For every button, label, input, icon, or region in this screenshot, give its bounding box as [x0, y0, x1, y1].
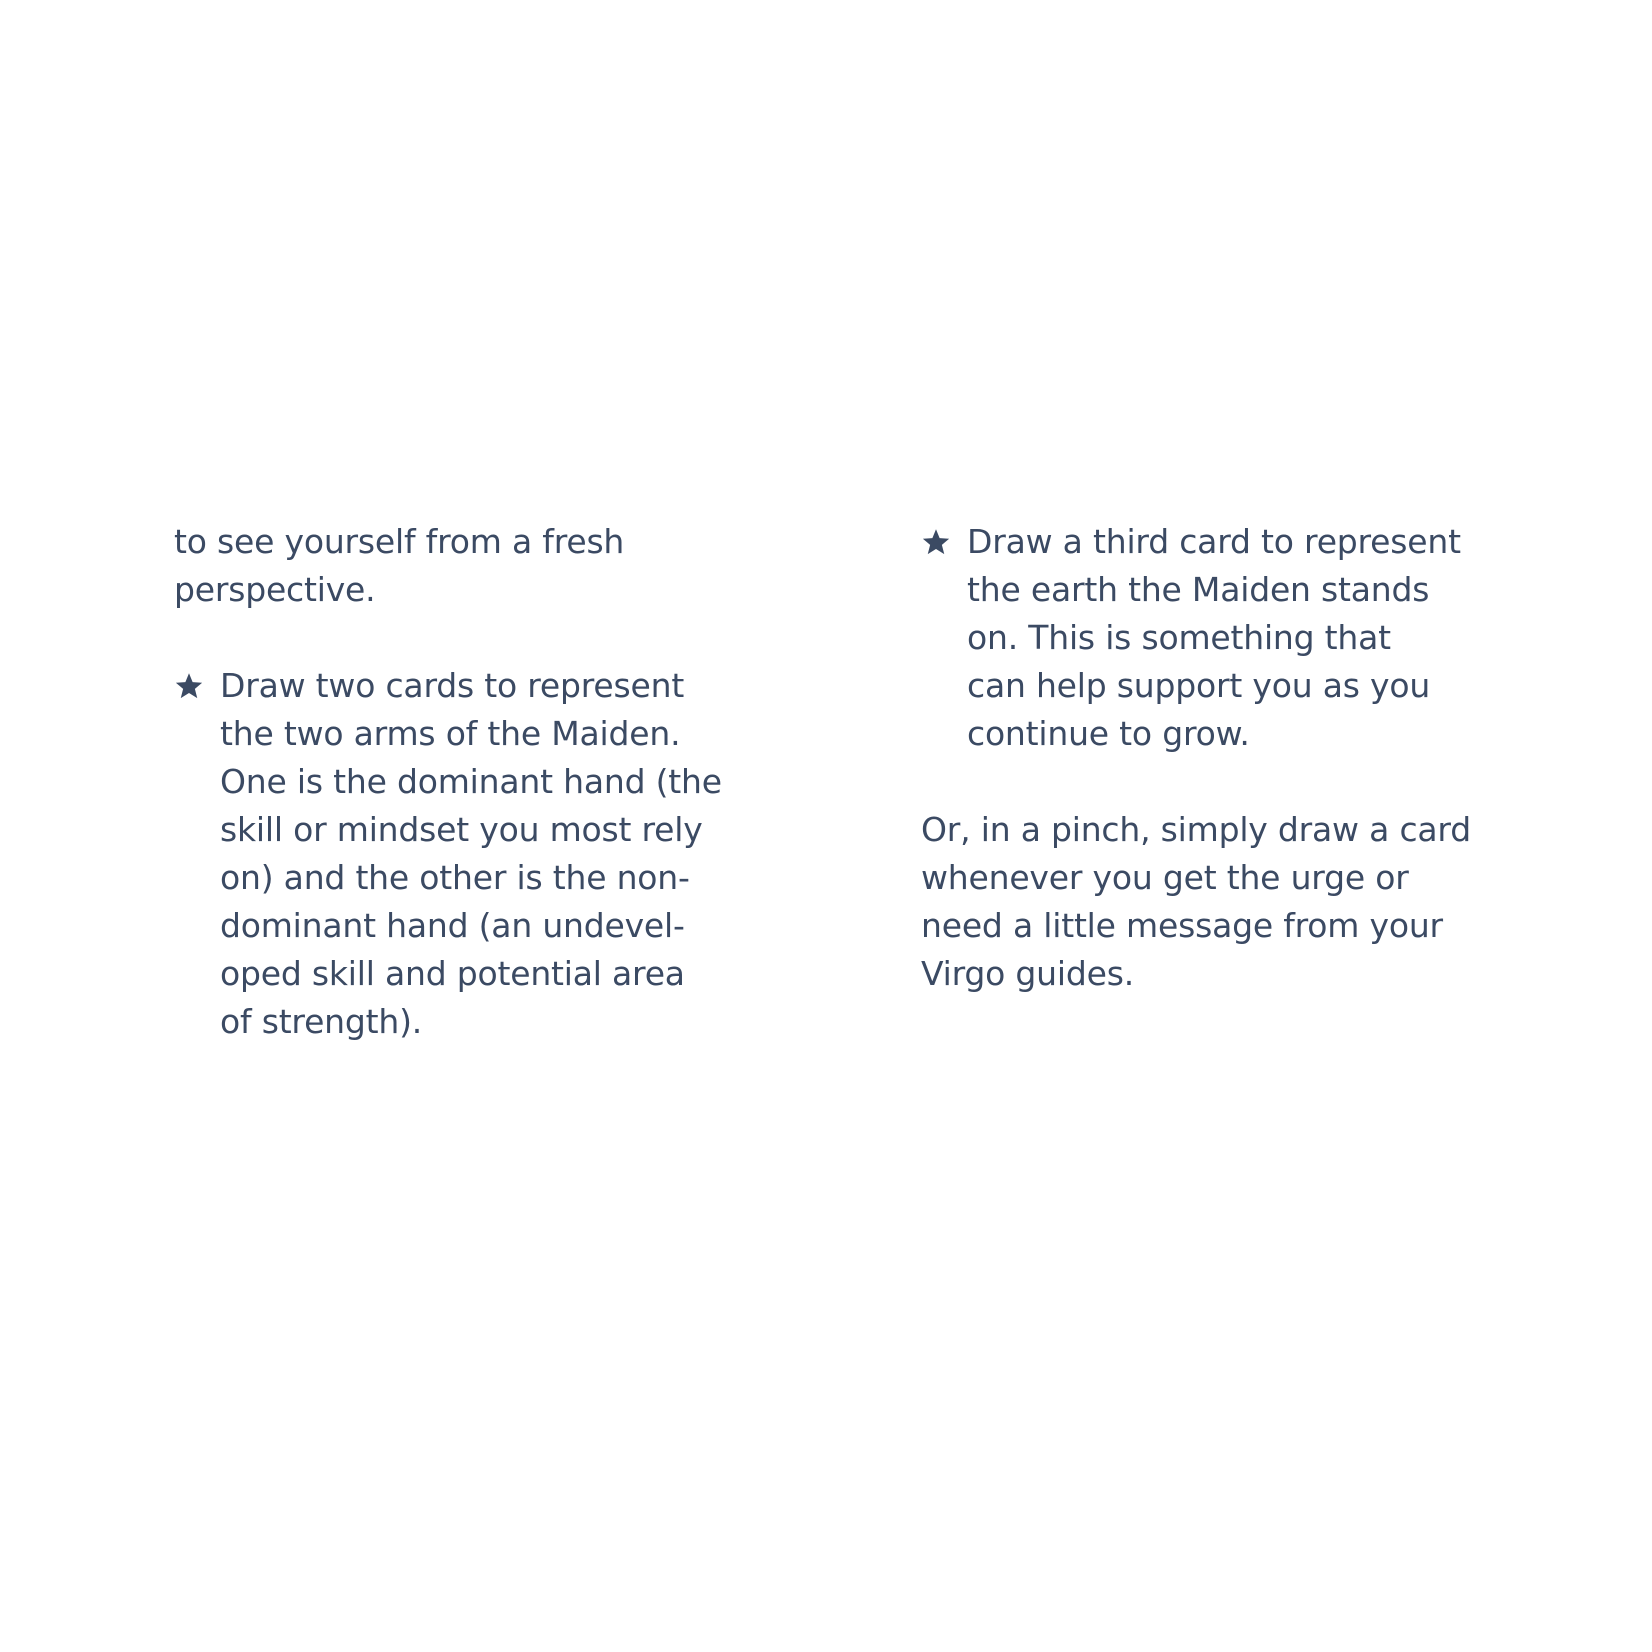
left-column: [174, 518, 754, 1094]
text-line: continue to grow.: [967, 714, 1250, 753]
right-column: [921, 518, 1501, 1046]
star-icon: [921, 527, 951, 557]
text-line: on. This is something that: [967, 618, 1391, 657]
bullet-item-third-card: [921, 518, 1501, 758]
text-line: of strength).: [220, 1002, 423, 1041]
text-line: whenever you get the urge or: [921, 858, 1409, 897]
text-line: skill or mindset you most rely: [220, 810, 703, 849]
text-line: oped skill and potential area: [220, 954, 685, 993]
text-line: Or, in a pinch, simply draw a card: [921, 810, 1471, 849]
text-line: Virgo guides.: [921, 954, 1134, 993]
star-icon: [174, 671, 204, 701]
text-line: Draw two cards to represent: [220, 666, 685, 705]
intro-paragraph: [174, 518, 754, 614]
text-line: the two arms of the Maiden.: [220, 714, 681, 753]
bullet-item-two-cards: [174, 662, 754, 1046]
text-line: need a little message from your: [921, 906, 1443, 945]
text-line: Draw a third card to represent: [967, 522, 1461, 561]
text-line: One is the dominant hand (the: [220, 762, 722, 801]
text-line: the earth the Maiden stands: [967, 570, 1430, 609]
text-line: perspective.: [174, 570, 376, 609]
text-line: to see yourself from a fresh: [174, 522, 625, 561]
text-line: on) and the other is the non-: [220, 858, 690, 897]
text-line: can help support you as you: [967, 666, 1431, 705]
closing-paragraph: [921, 806, 1501, 998]
text-line: dominant hand (an undevel-: [220, 906, 685, 945]
